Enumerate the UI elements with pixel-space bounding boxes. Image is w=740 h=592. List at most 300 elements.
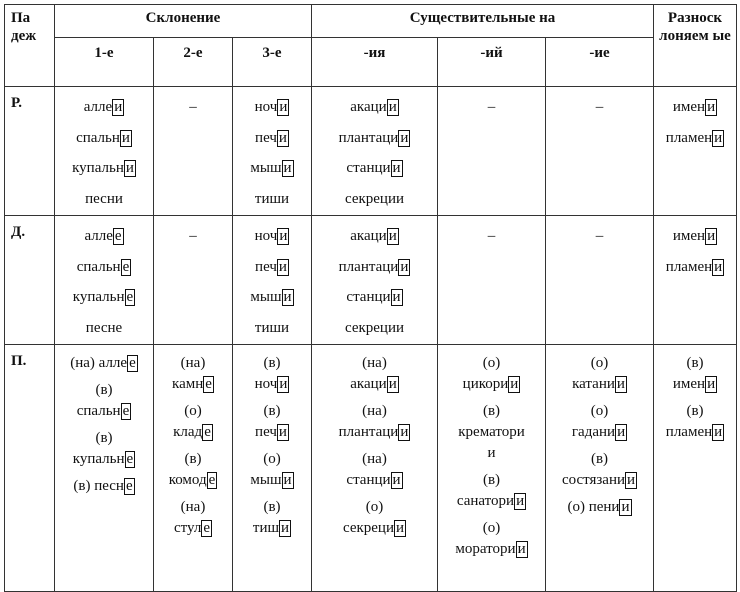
word-stem: станци: [346, 472, 391, 488]
word-stem: секреции: [344, 190, 405, 207]
word-entry: [154, 353, 232, 395]
highlighted-ending: и: [281, 520, 290, 536]
highlighted-ending: е: [122, 403, 130, 419]
word-stem: секреции: [344, 319, 405, 336]
word-stem: станци: [346, 289, 391, 305]
word-stem: ноч: [254, 228, 278, 244]
word-line: [55, 252, 153, 283]
subheader-iya: -ия: [312, 38, 438, 87]
word-line: [55, 353, 153, 374]
subheader-iy: -ий: [438, 38, 546, 87]
table-cell: [654, 87, 737, 216]
word-stem: (в): [482, 472, 501, 488]
word-entry: [546, 353, 653, 395]
table-cell: [233, 87, 312, 216]
word-line: [546, 221, 653, 252]
word-line: [312, 374, 437, 395]
word-stem: (в): [184, 451, 202, 467]
word-stem: купальн: [72, 289, 125, 305]
highlighted-ending: и: [616, 376, 625, 392]
word-line: [546, 422, 653, 443]
word-line: [312, 470, 437, 491]
highlighted-ending: и: [279, 99, 288, 115]
word-line: [55, 313, 153, 344]
highlighted-ending: и: [400, 129, 409, 146]
highlighted-ending: и: [621, 499, 630, 515]
word-stem: (в): [95, 430, 113, 446]
word-stem: (в): [95, 382, 113, 398]
table-cell: [154, 87, 233, 216]
word-stem: купальн: [72, 451, 125, 467]
word-entry: [154, 221, 232, 252]
word-stem: песни: [85, 190, 123, 207]
word-line: [233, 184, 311, 215]
word-stem: (о): [263, 451, 281, 467]
word-stem: (о): [482, 355, 501, 371]
word-stem: (на): [362, 355, 387, 371]
word-line: [55, 380, 153, 401]
word-stem: имен: [672, 376, 706, 392]
word-line: [546, 353, 653, 374]
word-line: [233, 353, 311, 374]
highlighted-ending: е: [114, 228, 122, 244]
highlighted-ending: е: [125, 478, 133, 494]
word-stem: (в): [590, 451, 609, 467]
word-line: [233, 374, 311, 395]
highlighted-ending: и: [392, 472, 401, 488]
word-line: [233, 401, 311, 422]
word-entry: [55, 313, 153, 344]
subheader-2nd: 2-е: [154, 38, 233, 87]
highlighted-ending: и: [400, 424, 409, 440]
highlighted-ending: и: [517, 541, 526, 557]
word-entry: [438, 470, 545, 512]
word-line: [438, 491, 545, 512]
word-line: [154, 470, 232, 491]
word-line: [546, 92, 653, 123]
highlighted-ending: и: [278, 258, 287, 275]
word-stem: песне: [85, 319, 123, 336]
word-stem: ноч: [254, 376, 278, 392]
highlighted-ending: и: [283, 160, 292, 176]
highlighted-ending: и: [627, 472, 636, 488]
word-stem: состязани: [561, 472, 626, 488]
highlighted-ending: и: [395, 520, 405, 536]
table-cell: [654, 216, 737, 345]
word-line: [546, 374, 653, 395]
word-stem: (в): [686, 355, 704, 371]
word-stem: спальн: [76, 258, 121, 275]
table-cell: [154, 345, 233, 592]
word-entry: [55, 476, 153, 497]
word-line: [154, 449, 232, 470]
word-stem: стул: [173, 520, 202, 536]
word-entry: [312, 184, 437, 215]
word-line: [233, 422, 311, 443]
word-line: [55, 123, 153, 154]
word-line: [233, 313, 311, 344]
word-stem: камн: [172, 376, 204, 392]
word-stem: (о): [590, 403, 609, 419]
table-cell: [438, 216, 546, 345]
word-entry: [312, 153, 437, 184]
word-stem: (на): [180, 355, 206, 371]
word-entry: [438, 401, 545, 464]
word-stem: (о): [184, 403, 202, 419]
word-stem: крематори: [458, 424, 525, 440]
highlighted-ending: е: [126, 289, 134, 305]
word-line: [55, 221, 153, 252]
highlighted-ending: и: [279, 228, 288, 244]
word-entry: [55, 184, 153, 215]
highlighted-ending: и: [278, 129, 287, 146]
word-line: [654, 422, 736, 443]
highlighted-ending: е: [126, 451, 134, 467]
word-entry: [55, 353, 153, 374]
word-stem: (в) песн: [73, 478, 124, 494]
word-entry: [233, 401, 311, 443]
subheader-3rd: 3-е: [233, 38, 312, 87]
word-entry: [312, 92, 437, 123]
word-line: [312, 123, 437, 154]
table-cell: [438, 345, 546, 592]
word-line: [654, 401, 736, 422]
highlighted-ending: и: [714, 424, 723, 440]
word-stem: имен: [672, 99, 706, 115]
subheader-ie: -ие: [546, 38, 654, 87]
word-line: [546, 401, 653, 422]
word-entry: [654, 353, 736, 395]
word-line: [438, 422, 545, 443]
word-line: [312, 92, 437, 123]
table-cell: [55, 345, 154, 592]
word-line: [312, 518, 437, 539]
word-entry: [312, 123, 437, 154]
word-stem: –: [595, 99, 604, 115]
word-entry: [55, 221, 153, 252]
word-line: [654, 252, 736, 283]
case-label: Д.: [5, 216, 55, 345]
word-stem: и: [487, 445, 496, 461]
word-line: [312, 497, 437, 518]
table-cell: [154, 216, 233, 345]
highlighted-ending: и: [617, 424, 626, 440]
word-line: [546, 470, 653, 491]
table-cell: [312, 87, 438, 216]
highlighted-ending: и: [121, 129, 130, 146]
table-cell: [312, 216, 438, 345]
table-cell: [233, 345, 312, 592]
table-cell: [312, 345, 438, 592]
highlighted-ending: и: [510, 376, 519, 392]
word-stem: –: [487, 228, 496, 244]
word-stem: –: [189, 99, 197, 115]
word-entry: [312, 353, 437, 395]
word-entry: [546, 497, 653, 518]
word-stem: пламен: [665, 129, 713, 146]
word-stem: тиш: [252, 520, 280, 536]
word-entry: [546, 92, 653, 123]
word-stem: акаци: [350, 99, 387, 115]
word-stem: плантаци: [338, 129, 399, 146]
word-line: [233, 282, 311, 313]
word-stem: мыш: [250, 289, 282, 305]
highlighted-ending: и: [278, 424, 287, 440]
word-line: [312, 449, 437, 470]
word-entry: [154, 401, 232, 443]
word-line: [233, 153, 311, 184]
highlighted-ending: е: [204, 424, 211, 440]
word-entry: [154, 497, 232, 539]
word-line: [55, 184, 153, 215]
word-line: [233, 252, 311, 283]
word-line: [55, 428, 153, 449]
word-stem: печ: [255, 258, 277, 275]
word-stem: имен: [672, 228, 706, 244]
highlighted-ending: и: [714, 129, 723, 146]
word-entry: [546, 449, 653, 491]
word-line: [55, 92, 153, 123]
word-line: [654, 353, 736, 374]
highlighted-ending: и: [388, 228, 397, 244]
word-stem: станци: [346, 160, 391, 176]
word-entry: [154, 92, 232, 123]
word-entry: [233, 123, 311, 154]
word-line: [312, 221, 437, 252]
word-stem: (в): [482, 403, 501, 419]
highlighted-ending: и: [388, 376, 397, 392]
word-stem: гадани: [571, 424, 616, 440]
word-stem: –: [487, 99, 496, 115]
word-line: [233, 92, 311, 123]
word-entry: [438, 353, 545, 395]
case-label: П.: [5, 345, 55, 592]
highlighted-ending: и: [707, 99, 716, 115]
word-entry: [154, 449, 232, 491]
nouns-on-header: Существительные на: [312, 5, 654, 38]
word-line: [546, 449, 653, 470]
word-entry: [233, 282, 311, 313]
highlighted-ending: и: [714, 258, 723, 275]
word-stem: (в): [263, 499, 281, 515]
word-line: [55, 401, 153, 422]
word-line: [438, 470, 545, 491]
word-stem: акаци: [350, 228, 387, 244]
word-entry: [233, 221, 311, 252]
word-stem: комод: [168, 472, 207, 488]
word-line: [312, 184, 437, 215]
word-stem: (в): [263, 355, 281, 371]
word-line: [438, 401, 545, 422]
word-entry: [654, 252, 736, 283]
word-line: [312, 252, 437, 283]
highlighted-ending: и: [388, 99, 397, 115]
word-stem: (на) алле: [70, 355, 128, 371]
word-line: [438, 221, 545, 252]
word-stem: алле: [84, 228, 113, 244]
highlighted-ending: е: [208, 472, 216, 488]
word-line: [654, 92, 736, 123]
word-line: [55, 282, 153, 313]
word-entry: [438, 221, 545, 252]
word-entry: [233, 497, 311, 539]
word-line: [154, 497, 232, 518]
word-stem: спальн: [76, 129, 120, 146]
word-stem: (о): [482, 520, 501, 536]
word-entry: [312, 221, 437, 252]
word-line: [438, 92, 545, 123]
word-line: [438, 518, 545, 539]
word-stem: –: [595, 228, 604, 244]
highlighted-ending: и: [707, 228, 716, 244]
word-line: [438, 443, 545, 464]
declension-table: [4, 4, 737, 592]
table-cell: [546, 216, 654, 345]
word-entry: [55, 153, 153, 184]
word-line: [154, 353, 232, 374]
word-stem: (на): [362, 403, 387, 419]
word-entry: [312, 497, 437, 539]
word-entry: [654, 123, 736, 154]
word-stem: (на): [362, 451, 387, 467]
word-stem: печ: [255, 424, 277, 440]
highlighted-ending: и: [283, 472, 292, 488]
word-stem: акаци: [350, 376, 387, 392]
word-entry: [546, 401, 653, 443]
table-row: [5, 87, 737, 216]
highlighted-ending: е: [129, 355, 136, 371]
case-label: Р.: [5, 87, 55, 216]
word-line: [55, 449, 153, 470]
word-line: [654, 221, 736, 252]
word-line: [438, 374, 545, 395]
word-entry: [654, 92, 736, 123]
highlighted-ending: и: [516, 493, 525, 509]
word-line: [312, 153, 437, 184]
word-stem: тиши: [254, 319, 290, 336]
word-entry: [233, 92, 311, 123]
declension-header: Склонение: [55, 5, 312, 38]
word-line: [654, 123, 736, 154]
word-stem: (в): [686, 403, 704, 419]
word-entry: [233, 353, 311, 395]
table-cell: [438, 87, 546, 216]
highlighted-ending: и: [283, 289, 292, 305]
word-line: [312, 401, 437, 422]
word-stem: цикори: [462, 376, 509, 392]
word-line: [154, 518, 232, 539]
word-line: [233, 449, 311, 470]
word-entry: [55, 92, 153, 123]
highlighted-ending: и: [279, 376, 288, 392]
word-stem: моратори: [455, 541, 516, 557]
table-cell: [654, 345, 737, 592]
word-stem: плантаци: [338, 258, 399, 275]
word-stem: –: [189, 228, 197, 244]
word-stem: (в): [263, 403, 281, 419]
word-stem: санатори: [456, 493, 515, 509]
word-entry: [55, 123, 153, 154]
word-entry: [55, 282, 153, 313]
word-stem: клад: [173, 424, 203, 440]
word-stem: секреци: [342, 520, 394, 536]
highlighted-ending: и: [707, 376, 716, 392]
word-line: [233, 518, 311, 539]
word-line: [233, 497, 311, 518]
word-stem: плантаци: [338, 424, 399, 440]
word-stem: пламен: [665, 424, 713, 440]
word-line: [438, 539, 545, 560]
word-entry: [312, 252, 437, 283]
heteroclitic-header: Разноск лоняем ые: [654, 5, 737, 87]
highlighted-ending: и: [392, 160, 401, 176]
word-line: [154, 221, 232, 252]
word-stem: пламен: [665, 258, 713, 275]
word-line: [312, 353, 437, 374]
highlighted-ending: и: [114, 99, 123, 115]
table-row: [5, 345, 737, 592]
word-entry: [233, 252, 311, 283]
word-stem: мыш: [250, 160, 282, 176]
word-stem: печ: [255, 129, 277, 146]
table-cell: [55, 87, 154, 216]
word-entry: [438, 518, 545, 560]
word-stem: катани: [572, 376, 615, 392]
word-stem: (о) пени: [567, 499, 620, 515]
word-stem: ноч: [254, 99, 278, 115]
word-line: [233, 221, 311, 252]
word-line: [654, 374, 736, 395]
word-entry: [312, 313, 437, 344]
highlighted-ending: е: [203, 520, 210, 536]
highlighted-ending: е: [205, 376, 212, 392]
word-stem: тиши: [254, 190, 290, 207]
word-entry: [55, 252, 153, 283]
word-line: [154, 422, 232, 443]
word-stem: (на): [180, 499, 206, 515]
word-entry: [55, 380, 153, 422]
word-stem: спальн: [76, 403, 121, 419]
word-stem: алле: [83, 99, 113, 115]
word-entry: [312, 282, 437, 313]
word-entry: [438, 92, 545, 123]
word-line: [154, 401, 232, 422]
word-stem: мыш: [250, 472, 282, 488]
case-column-header: Па деж: [5, 5, 55, 87]
subheader-1st: 1-е: [55, 38, 154, 87]
word-line: [154, 374, 232, 395]
word-entry: [233, 313, 311, 344]
word-entry: [233, 449, 311, 491]
word-line: [55, 153, 153, 184]
word-entry: [312, 449, 437, 491]
table-row: [5, 216, 737, 345]
word-line: [312, 282, 437, 313]
word-entry: [654, 401, 736, 443]
word-entry: [233, 184, 311, 215]
word-line: [55, 476, 153, 497]
table-cell: [55, 216, 154, 345]
word-entry: [55, 428, 153, 470]
word-stem: купальн: [72, 160, 124, 176]
table-cell: [546, 345, 654, 592]
word-stem: (о): [365, 499, 384, 515]
word-line: [312, 313, 437, 344]
word-entry: [546, 221, 653, 252]
table-cell: [546, 87, 654, 216]
table-cell: [233, 216, 312, 345]
word-line: [546, 497, 653, 518]
